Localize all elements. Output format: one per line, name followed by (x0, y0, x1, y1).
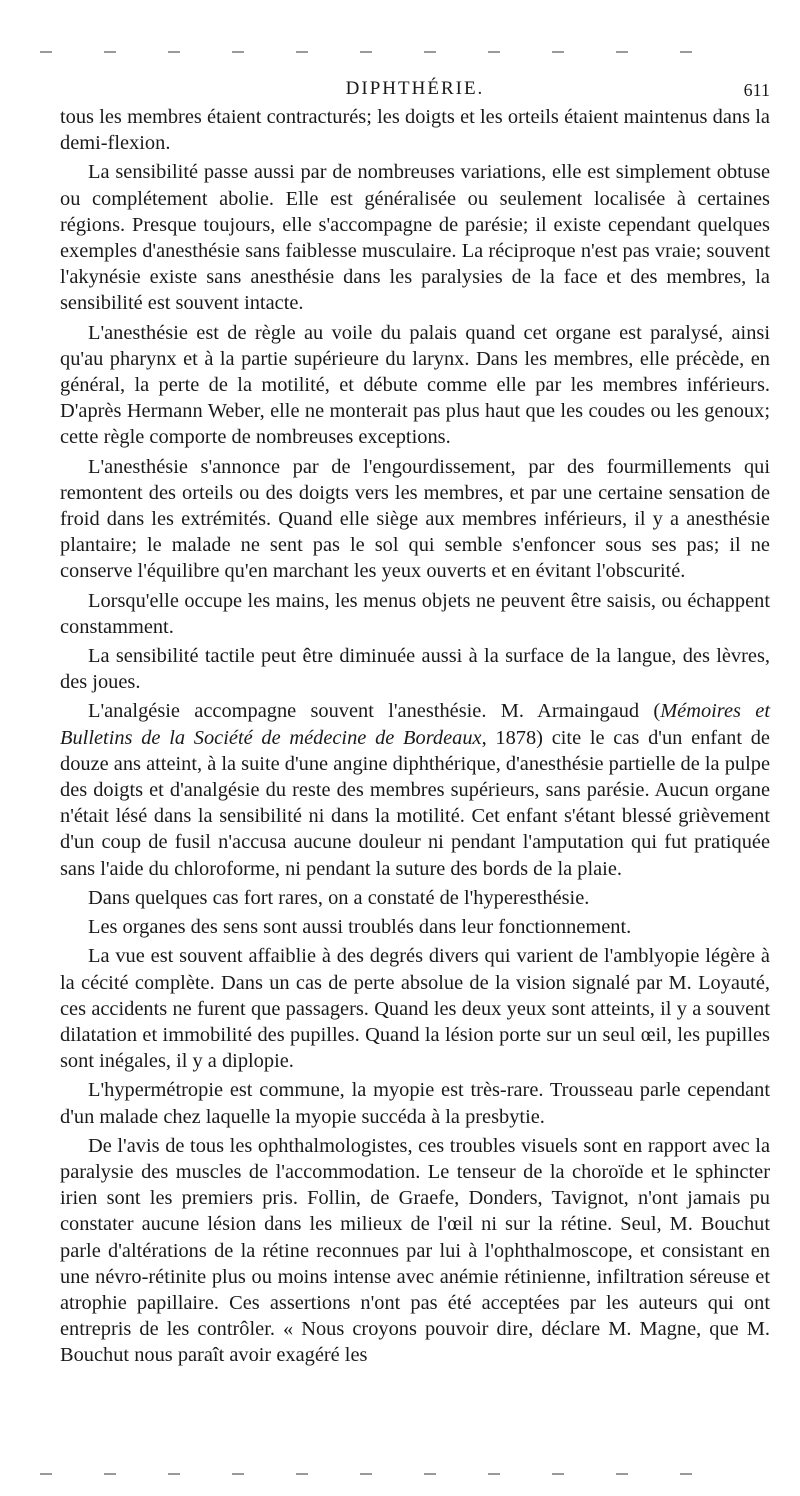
paragraph-anesthesia-onset: L'anesthésie s'annonce par de l'engourdissement, par des fourmillements qui remontent des orteils ou des doigts vers les membres, et par une certaine sensation de froid dans les extrémités. Quand elle siège aux membres inférieurs, il y a anesthésie plantaire; le malade ne sent pas le sol qui semble s'enfoncer sous ses pas; il ne conserve l'équilibre qu'en marchant les yeux ouverts et en évitant l'obscurité. (60, 455, 770, 583)
running-head (60, 70, 770, 104)
paragraph-ophthalmologists: De l'avis de tous les ophthalmologistes, ces troubles visuels sont en rapport avec la paralysie des muscles de l'accommodation. Le tenseur de la choroïde et le sphincter irien sont les premiers pris. Follin, de Graefe, Donders, Tavignot, n'ont jamais pu constater aucune lésion dans les milieux de l'œil ni sur la rétine. Seul, M. Bouchut parle d'altérations de la rétine reconnues par lui à l'ophthalmoscope, et consistant en une névro-rétinite plus ou moins intense avec anémie rétinienne, infiltration séreuse et atrophie papillaire. Ces assertions n'ont pas été acceptées par les auteurs qui ont entrepris de les contrôler. « Nous croyons pouvoir dire, déclare M. Magne, que M. Bouchut nous paraît avoir exagéré les (60, 1134, 770, 1367)
page-number: 611 (743, 80, 770, 100)
paragraph-limb-contracture: tous les membres étaient contracturés; les doigts et les orteils étaient maintenus dans la demi-flexion. (60, 106, 770, 155)
paragraph-hands: Lorsqu'elle occupe les mains, les menus objets ne peuvent être saisis, ou échappent constamment. (60, 589, 770, 638)
journal-title: Mémoires et Bulletins de la Société de médecine de Bordeaux (60, 700, 770, 749)
paragraph-analgesia (60, 698, 770, 881)
paragraph-hypermetropia: L'hypermétropie est commune, la myopie est très-rare. Trousseau parle cependant d'un malade chez laquelle la myopie succéda à la presbytie. (60, 1079, 770, 1128)
bottom-margin-specks (40, 1462, 760, 1468)
paragraph-anesthesia-palate: L'anesthésie est de règle au voile du palais quand cet organe est paralysé, ainsi qu'au pharynx et à la partie supérieure du larynx. Dans les membres, elle précède, en général, la perte de la motilité, et débute comme elle par les membres inférieurs. D'après Hermann Weber, elle ne monterait pas plus haut que les coudes ou les genoux; cette règle comporte de nombreuses exceptions. (60, 321, 770, 449)
paragraph-sensibility-variations: La sensibilité passe aussi par de nombreuses variations, elle est simplement obtuse ou complétement abolie. Elle est généralisée ou seulement localisée à certaines régions. Presque toujours, elle s'accompagne de parésie; il existe cependant quelques exemples d'anesthésie sans faiblesse musculaire. La réciproque n'est pas vraie; souvent l'akynésie existe sans anesthésie dans les paralysies de la face et des membres, la sensibilité est souvent intacte. (60, 161, 770, 315)
paragraph-hyperesthesia: Dans quelques cas fort rares, on a constaté de l'hyperesthésie. (88, 886, 590, 909)
paragraph-sense-organs: Les organes des sens sont aussi troublés dans leur fonctionnement. (88, 916, 632, 939)
analgesia-text-end: , 1878) cite le cas d'un enfant de douze ans atteint, à la suite d'une angine diphthérique, d'anesthésie partielle de la pulpe des doigts et d'analgésie du reste des membres supérieurs, sans parésie. Aucun organe n'était lésé dans la sensibilité ni dans la motilité. Cet enfant s'étant blessé grièvement d'un coup de fusil n'accusa aucune douleur ni pendant l'amputation qui fut pratiquée sans l'aide du chloroforme, ni pendant la suture des bords de la plaie. (60, 726, 771, 880)
top-margin-specks (40, 40, 760, 46)
paragraph-vision: La vue est souvent affaiblie à des degrés divers qui varient de l'amblyopie légère à la cécité complète. Dans un cas de perte absolue de la vision signalé par M. Loyauté, ces accidents ne furent que passagers. Quand les deux yeux sont atteints, il y a souvent dilatation et immobilité des pupilles. Quand la lésion porte sur un seul œil, les pupilles sont inégales, il y a diplopie. (60, 945, 770, 1073)
analgesia-text-start: L'analgésie accompagne souvent l'anesthésie. M. Armaingaud ( (88, 700, 661, 723)
running-title: DIPHTHÉRIE. (345, 78, 485, 99)
body-text (60, 104, 770, 1372)
paragraph-tactile-sensibility: La sensibilité tactile peut être diminuée aussi à la surface de la langue, des lèvres, des joues. (60, 645, 770, 694)
